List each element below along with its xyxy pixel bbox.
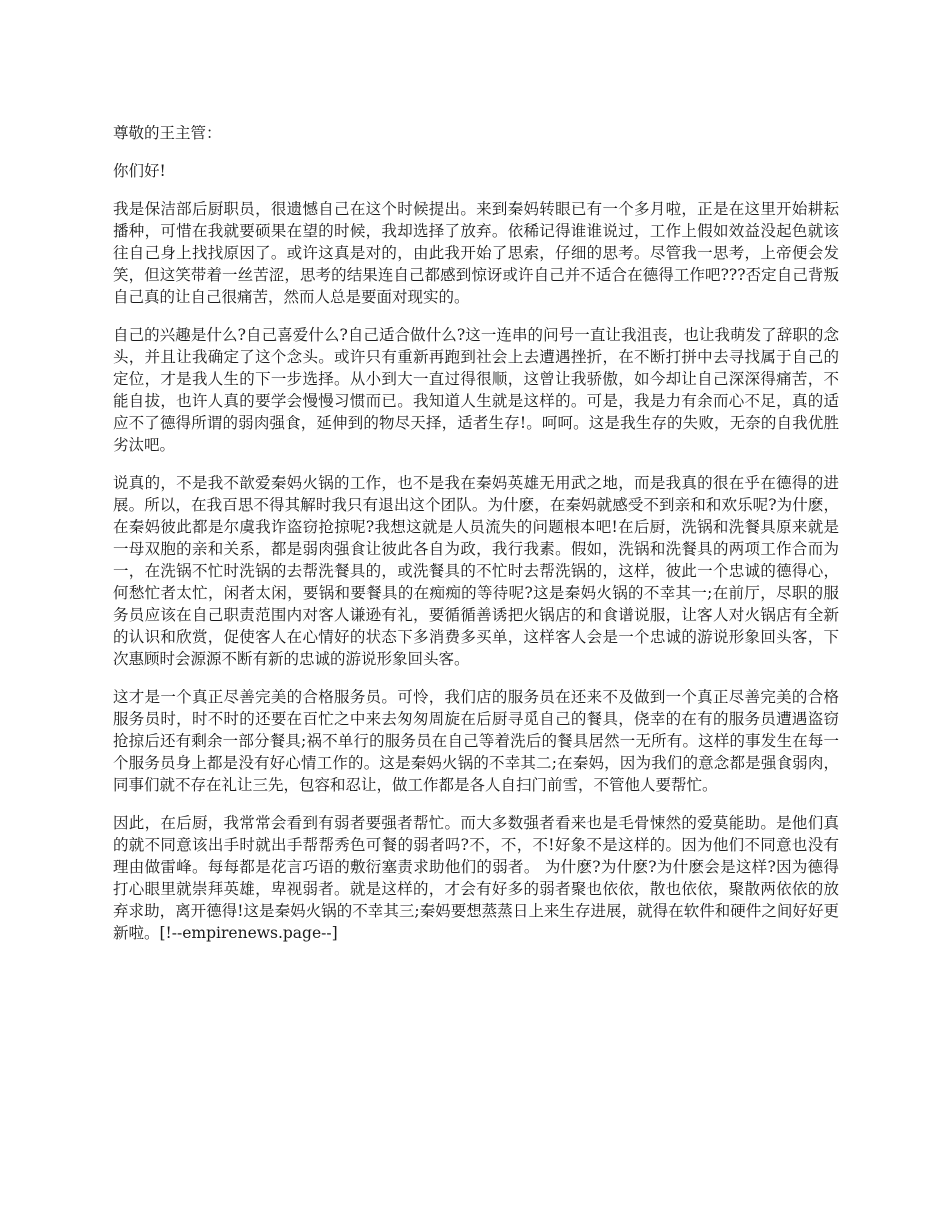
letter-body [113, 122, 839, 960]
salutation: 尊敬的王主管： [113, 124, 222, 142]
paragraph-4: 这才是一个真正尽善完美的合格服务员。可怜，我们店的服务员在还来不及做到一个真正尽善完美的合格服务员时，时不时的还要在百忙之中来去匆匆周旋在后厨寻觅自己的餐具，侥幸的在有的服务员遭遇盗窃抢掠后还有剩余一部分餐具;祸不单行的服务员在自己等着洗后的餐具居然一无所有。这样的事发生在每一个服务员身上都是没有好心情工作的。这是秦妈火锅的不幸其二;在秦妈，因为我们的意念都是强食弱肉，同事们就不存在礼让三先，包容和忍让，做工作都是各人自扫门前雪，不管他人要帮忙。 [113, 688, 839, 794]
paragraph-3: 说真的，不是我不歆爱秦妈火锅的工作，也不是我在秦妈英雄无用武之地，而是我真的很在乎在德得的进展。所以，在我百思不得其解时我只有退出这个团队。为什麽，在秦妈就感受不到亲和和欢乐呢?为什麽，在秦妈彼此都是尔虞我诈盗窃抢掠呢?我想这就是人员流失的问题根本吧!在后厨，洗锅和洗餐具原来就是一母双胞的亲和关系，都是弱肉强食让彼此各自为政，我行我素。假如，洗锅和洗餐具的两项工作合而为一，在洗锅不忙时洗锅的去帮洗餐具的，或洗餐具的不忙时去帮洗锅的，这样，彼此一个忠诚的德得心，何愁忙者太忙，闲者太闲，要锅和要餐具的在痴痴的等待呢?这是秦妈火锅的不幸其一;在前厅，尽职的服务员应该在自己职责范围内对客人谦逊有礼，要循循善诱把火锅店的和食谱说服，让客人对火锅店有全新的认识和欣赏，促使客人在心情好的状态下多消费多买单，这样客人会是一个忠诚的游说形象回头客，下次惠顾时会源源不断有新的忠诚的游说形象回头客。 [113, 474, 839, 668]
greeting: 你们好! [113, 162, 166, 180]
paragraph-5: 因此，在后厨，我常常会看到有弱者要强者帮忙。而大多数强者看来也是毛骨悚然的爱莫能助。是他们真的就不同意该出手时就出手帮帮秀色可餐的弱者吗?不，不，不!好象不是这样的。因为他们不同意也没有理由做雷峰。每每都是花言巧语的敷衍塞责求助他们的弱者。 为什麽?为什麽?为什麽会是这样?因为德得打心眼里就崇拜英雄，卑视弱者。就是这样的，才会有好多的弱者聚也依依，散也依依，聚散两依依的放弃求助，离开德得!这是秦妈火锅的不幸其三;秦妈要想蒸蒸日上来生存进展，就得在软件和硬件之间好好更新啦。[!--empirenews.page--] [113, 814, 839, 942]
paragraph-1: 我是保洁部后厨职员，很遗憾自己在这个时候提出。来到秦妈转眼已有一个多月啦，正是在这里开始耕耘播种，可惜在我就要硕果在望的时候，我却选择了放弃。依稀记得谁谁说过，工作上假如效益没起色就该往自己身上找找原因了。或许这真是对的，由此我开始了思索，仔细的思考。尽管我一思考，上帝便会发笑，但这笑带着一丝苦涩，思考的结果连自己都感到惊讶或许自己并不适合在德得工作吧???否定自己背叛自己真的让自己很痛苦，然而人总是要面对现实的。 [113, 200, 839, 306]
paragraph-2: 自己的兴趣是什么?自己喜爱什么?自己适合做什么?这一连串的问号一直让我沮丧，也让我萌发了辞职的念头，并且让我确定了这个念头。或许只有重新再跑到社会上去遭遇挫折，在不断打拼中去寻找属于自己的定位，才是我人生的下一步选择。从小到大一直过得很顺，这曾让我骄傲，如今却让自己深深得痛苦，不能自拔，也许人真的要学会慢慢习惯而已。我知道人生就是这样的。可是，我是力有余而心不足，真的适应不了德得所谓的弱肉强食，延伸到的物尽天择，适者生存!。呵呵。这是我生存的失败，无奈的自我优胜劣汰吧。 [113, 326, 839, 454]
